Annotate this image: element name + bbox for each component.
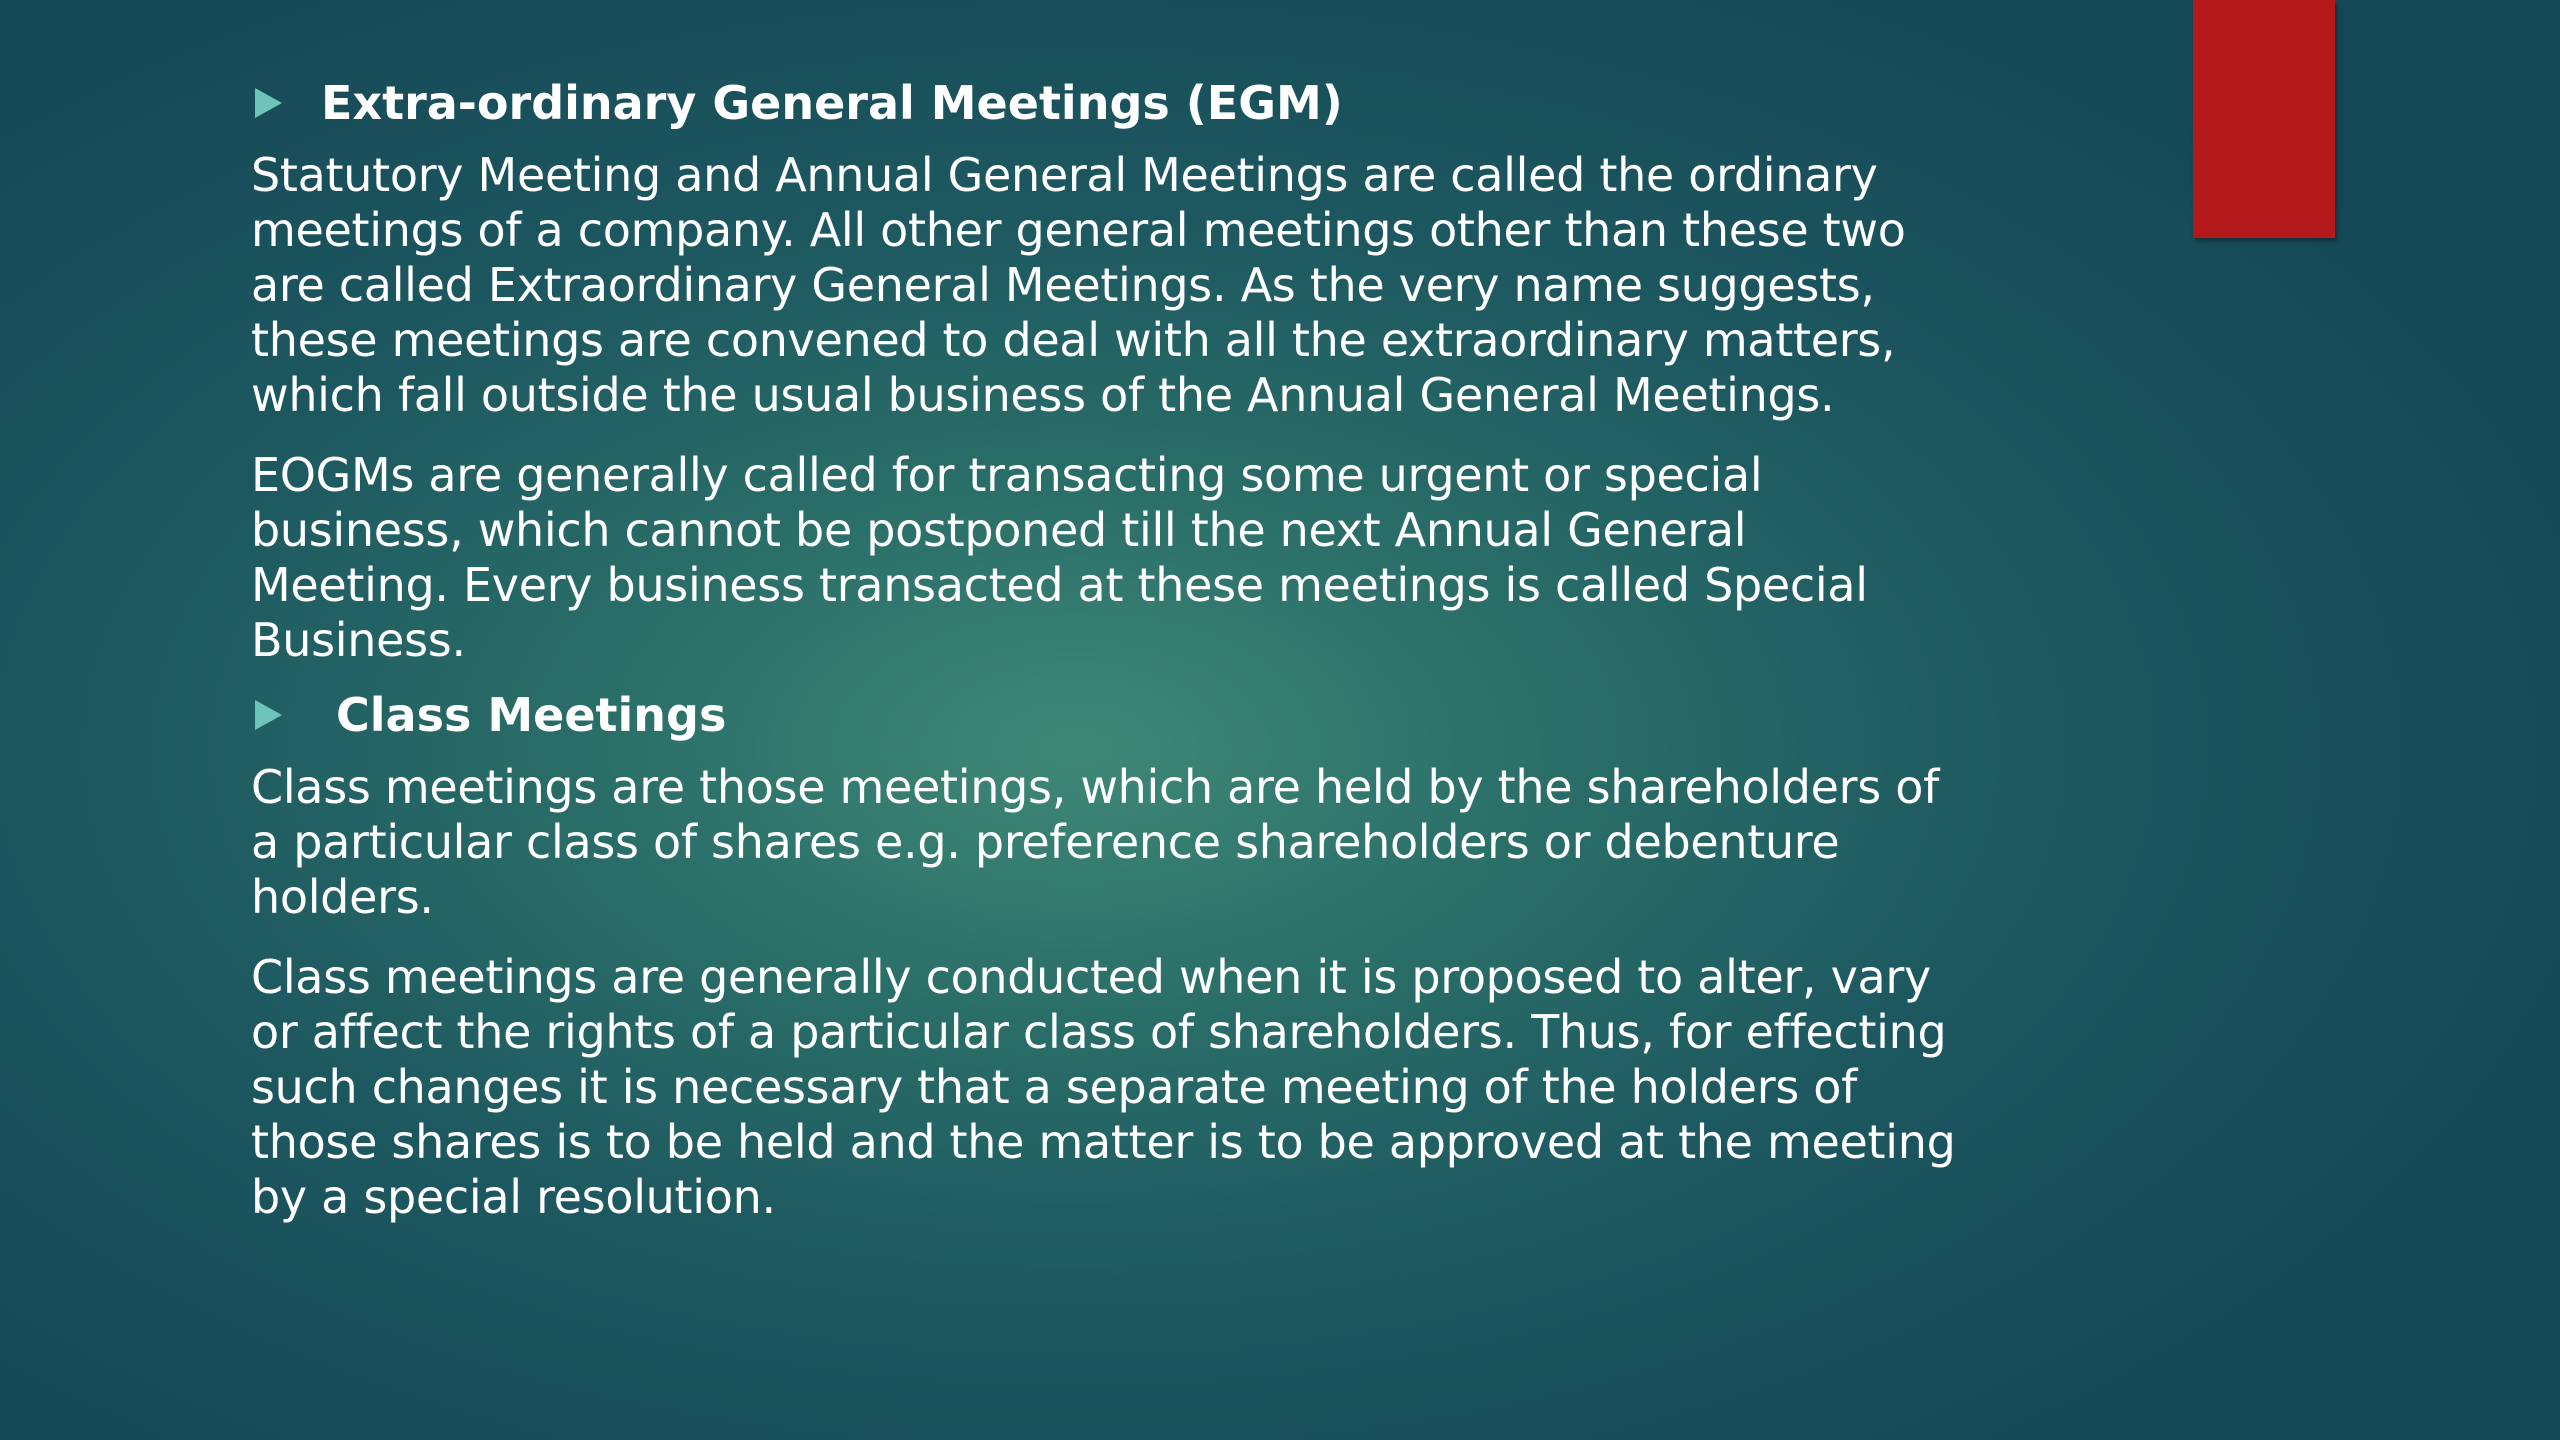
paragraph	[251, 950, 2101, 1225]
slide-content	[251, 70, 2101, 1225]
text-line: those shares is to be held and the matter is to be approved at the meeting	[251, 1115, 1956, 1169]
paragraph	[251, 760, 2101, 925]
text-line: Meeting. Every business transacted at these meetings is called Special	[251, 558, 1868, 612]
text-line: such changes it is necessary that a separate meeting of the holders of	[251, 1060, 1858, 1114]
heading-text: Extra-ordinary General Meetings (EGM)	[321, 76, 1343, 130]
text-line: Class meetings are those meetings, which are held by the shareholders of	[251, 760, 1940, 814]
text-line: these meetings are convened to deal with all the extraordinary matters,	[251, 313, 1896, 367]
text-line: are called Extraordinary General Meetings. As the very name suggests,	[251, 258, 1875, 312]
text-line: which fall outside the usual business of the Annual General Meetings.	[251, 368, 1835, 422]
text-line: a particular class of shares e.g. preference shareholders or debenture	[251, 815, 1840, 869]
section-heading-class-meetings	[251, 682, 2101, 748]
text-line: by a special resolution.	[251, 1170, 776, 1224]
triangle-right-icon	[255, 88, 282, 118]
triangle-right-icon	[255, 700, 282, 730]
section-heading-egm	[251, 70, 2101, 136]
accent-bar	[2193, 0, 2335, 238]
text-line: Business.	[251, 613, 466, 667]
text-line: Class meetings are generally conducted when it is proposed to alter, vary	[251, 950, 1931, 1004]
paragraph	[251, 148, 2101, 423]
text-line: holders.	[251, 870, 434, 924]
text-line: meetings of a company. All other general meetings other than these two	[251, 203, 1906, 257]
text-line: Statutory Meeting and Annual General Meetings are called the ordinary	[251, 148, 1878, 202]
text-line: or affect the rights of a particular class of shareholders. Thus, for effecting	[251, 1005, 1947, 1059]
paragraph	[251, 448, 2101, 668]
heading-text: Class Meetings	[336, 688, 727, 742]
text-line: business, which cannot be postponed till the next Annual General	[251, 503, 1747, 557]
text-line: EOGMs are generally called for transacting some urgent or special	[251, 448, 1763, 502]
